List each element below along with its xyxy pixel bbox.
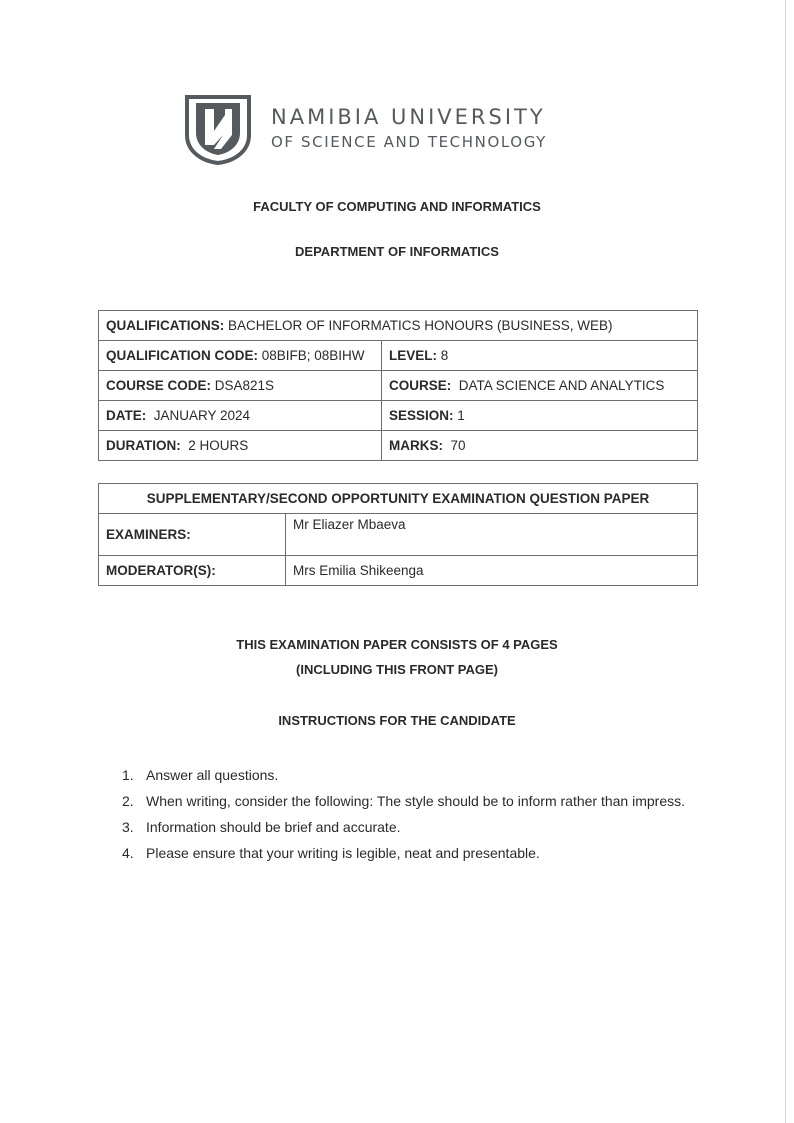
course-details-table [98,310,698,461]
pages-note-line1: THIS EXAMINATION PAPER CONSISTS OF 4 PAGES [236,637,558,652]
table-row [99,431,698,461]
table-row [99,371,698,401]
faculty-title: FACULTY OF COMPUTING AND INFORMATICS [253,199,541,214]
instructions-list [122,762,702,866]
university-name: NAMIBIA UNIVERSITY [271,105,546,129]
marks-label: MARKS: [389,438,443,453]
pages-note-line2: (INCLUDING THIS FRONT PAGE) [296,662,498,677]
qualification-code-cell [99,341,382,371]
table-row [99,514,698,556]
marks-value: 70 [443,438,466,453]
course-value: DATA SCIENCE AND ANALYTICS [451,378,665,393]
examiners-table [98,483,698,586]
list-item-number: 4. [122,845,134,861]
list-item [122,788,702,814]
level-value: 8 [437,348,449,363]
qualification-code-label: QUALIFICATION CODE: [106,348,258,363]
course-code-label: COURSE CODE: [106,378,212,393]
session-cell [382,401,698,431]
qualifications-label: QUALIFICATIONS: [106,318,225,333]
duration-cell [99,431,382,461]
list-item [122,814,702,840]
list-item-text: Please ensure that your writing is legible, neat and presentable. [146,845,540,861]
university-subtitle: OF SCIENCE AND TECHNOLOGY [271,133,547,151]
level-cell [382,341,698,371]
marks-cell [382,431,698,461]
qualifications-value: BACHELOR OF INFORMATICS HONOURS (BUSINESS, WEB) [224,318,613,333]
qualification-code-value: 08BIFB; 08BIHW [258,348,365,363]
list-item-number: 1. [122,767,134,783]
list-item-text: Answer all questions. [146,767,279,783]
page-edge-line [785,0,786,1123]
table-row [99,401,698,431]
table-row [99,556,698,586]
list-item-text: When writing, consider the following: The style should be to inform rather than impress. [146,793,685,809]
list-item-number: 3. [122,819,134,835]
list-item [122,840,702,866]
duration-value: 2 HOURS [180,438,249,453]
list-item-text: Information should be brief and accurate. [146,819,401,835]
nust-shield-logo-icon [185,95,251,165]
date-label: DATE: [106,408,147,423]
university-logo [185,95,545,167]
table-row [99,311,698,341]
qualifications-cell [99,311,698,341]
table-row [99,341,698,371]
session-label: SESSION: [389,408,454,423]
date-value: JANUARY 2024 [146,408,251,423]
list-item-number: 2. [122,793,134,809]
session-value: 1 [453,408,465,423]
moderators-label: MODERATOR(S): [99,556,286,586]
course-cell [382,371,698,401]
exam-paper-title: SUPPLEMENTARY/SECOND OPPORTUNITY EXAMINATION QUESTION PAPER [99,484,698,514]
level-label: LEVEL: [389,348,438,363]
table-row [99,484,698,514]
list-item [122,762,702,788]
moderators-value: Mrs Emilia Shikeenga [286,556,698,586]
course-label: COURSE: [389,378,452,393]
examiners-label: EXAMINERS: [99,514,286,556]
course-code-value: DSA821S [211,378,275,393]
course-code-cell [99,371,382,401]
duration-label: DURATION: [106,438,181,453]
date-cell [99,401,382,431]
instructions-heading: INSTRUCTIONS FOR THE CANDIDATE [278,713,516,728]
examiners-value: Mr Eliazer Mbaeva [286,514,698,556]
department-title: DEPARTMENT OF INFORMATICS [295,244,499,259]
